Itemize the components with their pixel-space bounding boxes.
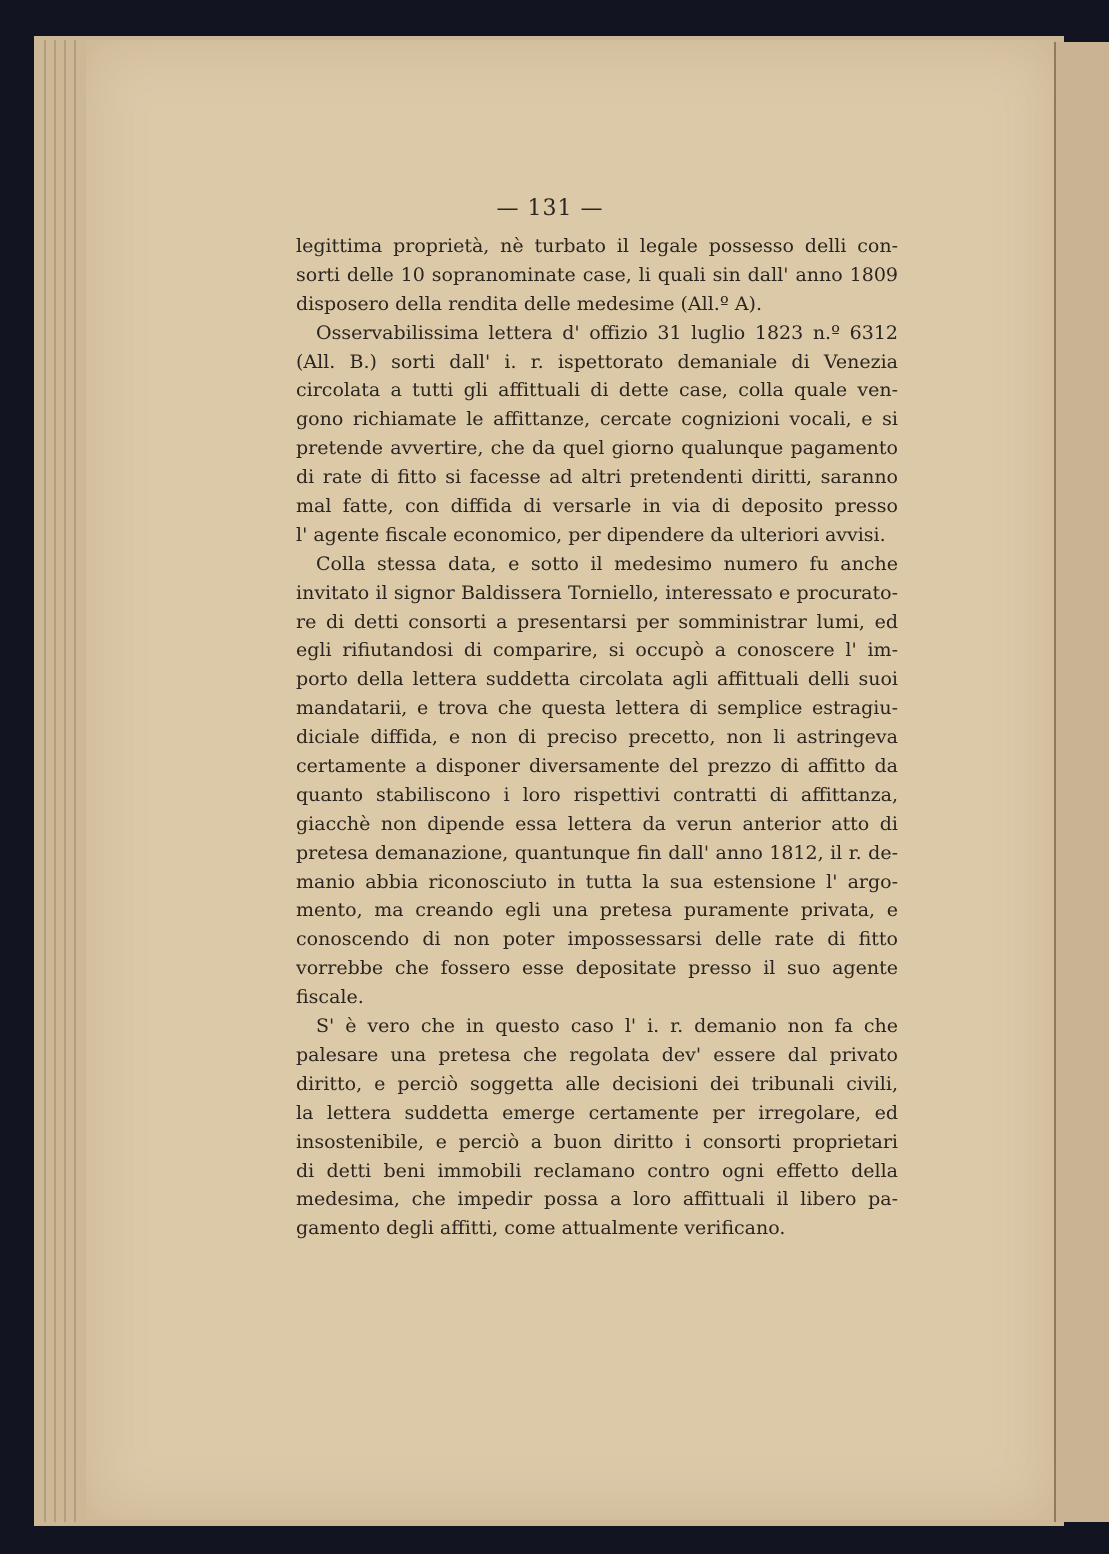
text-line: gono richiamate le affittanze, cercate cognizioni vocali, e si [296, 408, 898, 431]
text-line: S' è vero che in questo caso l' i. r. demanio non fa che [316, 1015, 898, 1038]
text-line: invitato il signor Baldissera Torniello, interessato e procurato- [296, 581, 898, 604]
text-line: mal fatte, con diffida di versarle in via di deposito presso [296, 495, 898, 518]
text-line: re di detti consorti a presentarsi per somministrar lumi, ed [296, 610, 898, 633]
text-line: disposero della rendita delle medesime (All.º A). [296, 292, 762, 315]
text-line: mandatarii, e trova che questa lettera di semplice estragiu- [296, 697, 898, 720]
page-number: — 131 — [496, 196, 604, 221]
text-line: palesare una pretesa che regolata dev' essere dal privato [296, 1043, 898, 1066]
text-line: porto della lettera suddetta circolata agli affittuali delli suoi [296, 668, 898, 691]
text-line: egli rifiutandosi di comparire, si occupò a conoscere l' im- [296, 639, 898, 662]
text-line: mento, ma creando egli una pretesa puramente privata, e [296, 899, 898, 922]
page-edge-line [74, 40, 76, 1522]
text-line: gamento degli affitti, come attualmente verificano. [296, 1217, 786, 1240]
text-line: diritto, e perciò soggetta alle decisioni dei tribunali civili, [296, 1072, 898, 1095]
text-line: insostenibile, e perciò a buon diritto i consorti proprietari [296, 1130, 898, 1153]
text-line: quanto stabiliscono i loro rispettivi contratti di affittanza, [296, 783, 898, 806]
text-line: medesima, che impedir possa a loro affittuali il libero pa- [296, 1188, 898, 1211]
text-line: legittima proprietà, nè turbato il legale possesso delli con- [296, 235, 898, 257]
text-line: di detti beni immobili reclamano contro ogni effetto della [296, 1159, 898, 1182]
text-line: di rate di fitto si facesse ad altri pretendenti diritti, saranno [296, 466, 898, 489]
text-line: Colla stessa data, e sotto il medesimo numero fu anche [316, 552, 898, 575]
text-line: pretesa demanazione, quantunque fin dall' anno 1812, il r. de- [296, 841, 898, 864]
text-line: manio abbia riconosciuto in tutta la sua estensione l' argo- [296, 870, 898, 893]
page-edge-line [44, 40, 46, 1522]
text-line: giacchè non dipende essa lettera da verun anterior atto di [296, 812, 898, 835]
text-line: diciale diffida, e non di preciso precetto, non li astringeva [296, 726, 898, 749]
page-edge-line [64, 40, 66, 1522]
text-line: pretende avvertire, che da quel giorno qualunque pagamento [296, 437, 898, 460]
text-line: la lettera suddetta emerge certamente per irregolare, ed [296, 1101, 898, 1124]
text-line: fiscale. [296, 986, 364, 1009]
text-line: sorti delle 10 sopranominate case, li quali sin dall' anno 1809 [296, 263, 898, 286]
text-line: (All. B.) sorti dall' i. r. ispettorato demaniale di Venezia [296, 350, 898, 373]
text-line: Osservabilissima lettera d' offizio 31 luglio 1823 n.º 6312 [316, 321, 898, 344]
page-edge-line [54, 40, 56, 1522]
text-line: certamente a disponer diversamente del prezzo di affitto da [296, 755, 898, 778]
text-line: conoscendo di non poter impossessarsi delle rate di fitto [296, 928, 898, 951]
text-line: vorrebbe che fossero esse depositate presso il suo agente [296, 957, 898, 980]
text-line: circolata a tutti gli affittuali di dette case, colla quale ven- [296, 379, 898, 402]
body-text [296, 232, 898, 1243]
text-line: l' agente fiscale economico, per dipendere da ulteriori avvisi. [296, 523, 886, 546]
facing-page-edge [1054, 42, 1109, 1522]
